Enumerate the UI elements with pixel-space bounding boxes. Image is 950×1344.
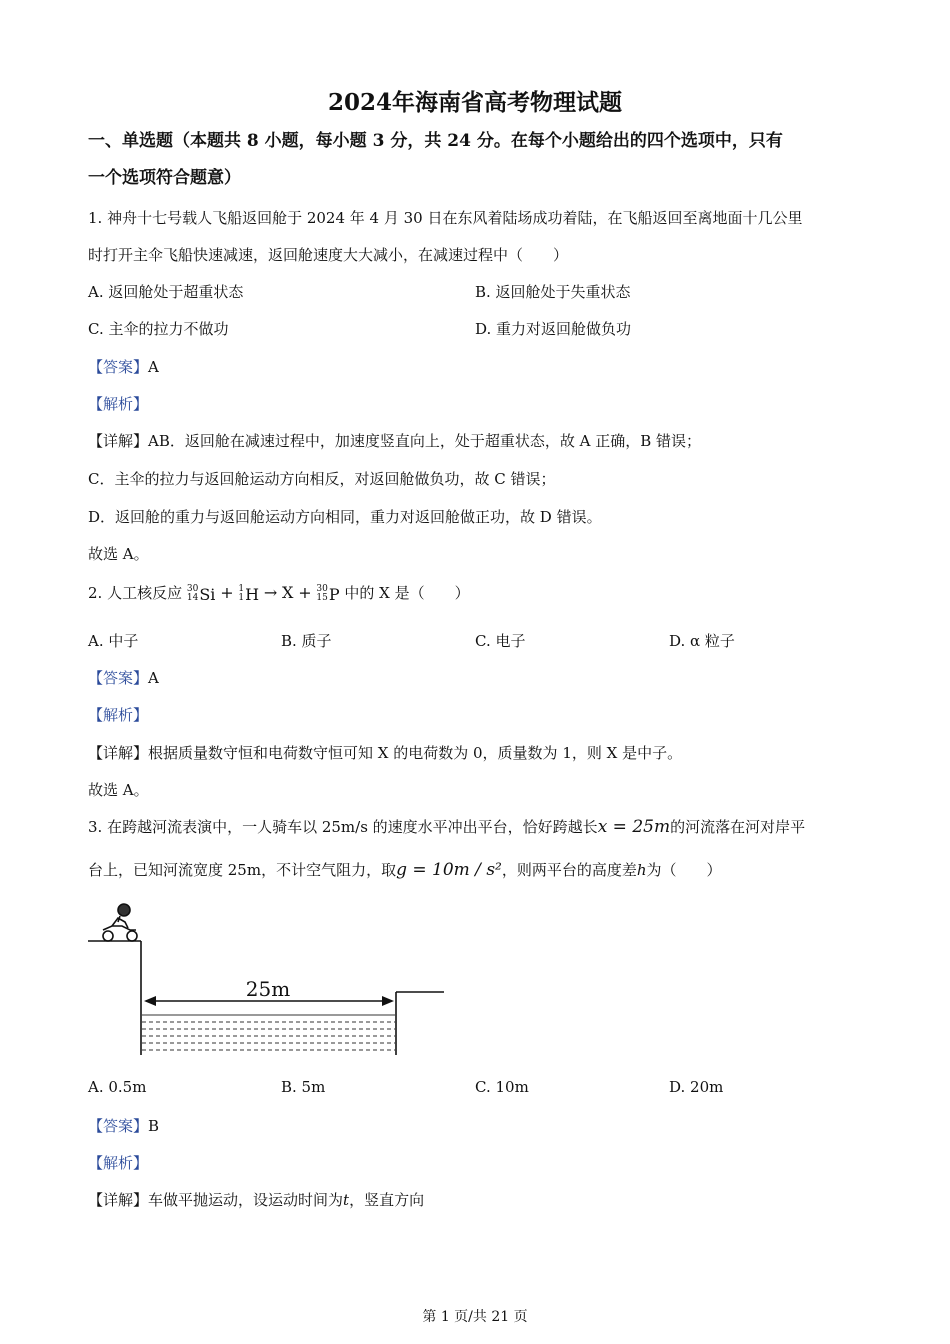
q1-detail-line2: C．主伞的拉力与返回舱运动方向相反，对返回舱做负功，故 C 错误； (88, 470, 556, 488)
answer-value: B (148, 1117, 160, 1135)
q1-conclusion: 故选 A。 (88, 545, 149, 563)
section-heading (88, 123, 878, 197)
si-mass-number: 30 (186, 584, 199, 594)
q2-option-c: C. 电子 (475, 632, 526, 650)
q3-math-t: t (343, 1191, 350, 1209)
motorcyclist-icon (103, 904, 137, 941)
si-symbol: Si (199, 584, 216, 604)
q1-option-c: C. 主伞的拉力不做功 (88, 320, 229, 338)
river-jump-figure (88, 900, 448, 1060)
q2-suffix: 中的 X 是（ ） (344, 584, 470, 602)
q2-stem (88, 582, 470, 604)
width-label: 25m (245, 977, 291, 1001)
section-heading-line1: 一、单选题（本题共 8 小题，每小题 3 分，共 24 分。在每个小题给出的四个选项中，只有 (88, 131, 783, 151)
h-symbol: H (245, 584, 260, 604)
answer-tag: 【答案】 (88, 1117, 149, 1135)
si-atomic-number: 14 (186, 593, 199, 603)
nuclide-phosphorus (316, 585, 339, 604)
q2-conclusion: 故选 A。 (88, 781, 149, 799)
page-footer: 第 1 页/共 21 页 (422, 1309, 528, 1325)
q1-stem-line1: 1. 神舟十七号载人飞船返回舱于 2024 年 4 月 30 日在东风着陆场成功着陆，在飞船返回至离地面十几公里 (88, 209, 803, 227)
river-water (142, 1015, 395, 1050)
q3-line1-post: 的河流落在河对岸平 (670, 818, 806, 836)
q3-stem-line1 (88, 816, 805, 837)
q1-detail-line1 (88, 430, 701, 451)
q2-option-d: D. α 粒子 (669, 632, 735, 650)
detail-text: 车做平抛运动，设运动时间为 (148, 1191, 344, 1209)
page-title: 2024年海南省高考物理试题 (327, 89, 622, 116)
plus-sign: + (220, 583, 234, 602)
q1-analysis-tag: 【解析】 (88, 395, 149, 413)
q2-option-a: A. 中子 (88, 632, 139, 650)
q3-detail (88, 1189, 424, 1210)
q3-math-h: h (636, 861, 647, 879)
q3-option-c: C. 10m (475, 1078, 529, 1096)
detail-tag: 【详解】 (88, 432, 149, 450)
q3-math-x: x = 25m (597, 817, 671, 837)
q3-option-a: A. 0.5m (88, 1078, 147, 1096)
detail-text: AB．返回舱在减速过程中，加速度竖直向上，处于超重状态，故 A 正确，B 错误； (148, 432, 702, 450)
q1-option-a: A. 返回舱处于超重状态 (88, 283, 244, 301)
q3-analysis-tag: 【解析】 (88, 1154, 149, 1172)
h-mass-number: 1 (238, 584, 245, 594)
answer-tag: 【答案】 (88, 669, 149, 687)
q3-option-b: B. 5m (281, 1078, 326, 1096)
nuclide-hydrogen (238, 585, 259, 604)
p-symbol: P (328, 584, 340, 604)
plus-sign: + (298, 583, 312, 602)
answer-value: A (148, 358, 159, 376)
q1-detail-line3: D．返回舱的重力与返回舱运动方向相同，重力对返回舱做正功，故 D 错误。 (88, 508, 602, 526)
h-atomic-number: 1 (238, 593, 245, 603)
q2-analysis-tag: 【解析】 (88, 706, 149, 724)
q3-option-d: D. 20m (669, 1078, 724, 1096)
detail-tag: 【详解】 (88, 744, 149, 762)
reaction-arrow: → (263, 583, 278, 602)
p-atomic-number: 15 (316, 593, 328, 603)
detail-text: 根据质量数守恒和电荷数守恒可知 X 的电荷数为 0，质量数为 1，则 X 是中子。 (148, 744, 683, 762)
p-mass-number: 30 (316, 584, 328, 594)
q3-math-g: g = 10m / s² (396, 860, 502, 880)
q3-line2-post: 为（ ） (646, 861, 722, 879)
q2-answer (88, 667, 159, 688)
section-heading-line2: 一个选项符合题意） (88, 168, 241, 188)
answer-value: A (148, 669, 159, 687)
q3-stem-line2 (88, 859, 722, 880)
q2-option-b: B. 质子 (281, 632, 332, 650)
nuclide-silicon (187, 585, 216, 604)
q2-prefix: 2. 人工核反应 (88, 584, 183, 602)
q3-line1-pre: 3. 在跨越河流表演中，一人骑车以 25m/s 的速度水平冲出平台，恰好跨越长 (88, 818, 598, 836)
q3-answer (88, 1115, 159, 1136)
detail-text-post: ，竖直方向 (349, 1191, 425, 1209)
q3-line2-pre: 台上，已知河流宽度 25m，不计空气阻力，取 (88, 861, 397, 879)
q1-option-d: D. 重力对返回舱做负功 (475, 320, 632, 338)
q1-option-b: B. 返回舱处于失重状态 (475, 283, 631, 301)
x-symbol: X (282, 583, 294, 602)
detail-tag: 【详解】 (88, 1191, 149, 1209)
q1-answer (88, 356, 159, 377)
answer-tag: 【答案】 (88, 358, 149, 376)
q3-line2-mid: ，则两平台的高度差 (501, 861, 637, 879)
q1-stem-line2: 时打开主伞飞船快速减速，返回舱速度大大减小，在减速过程中（ ） (88, 246, 569, 264)
q2-detail (88, 742, 682, 763)
